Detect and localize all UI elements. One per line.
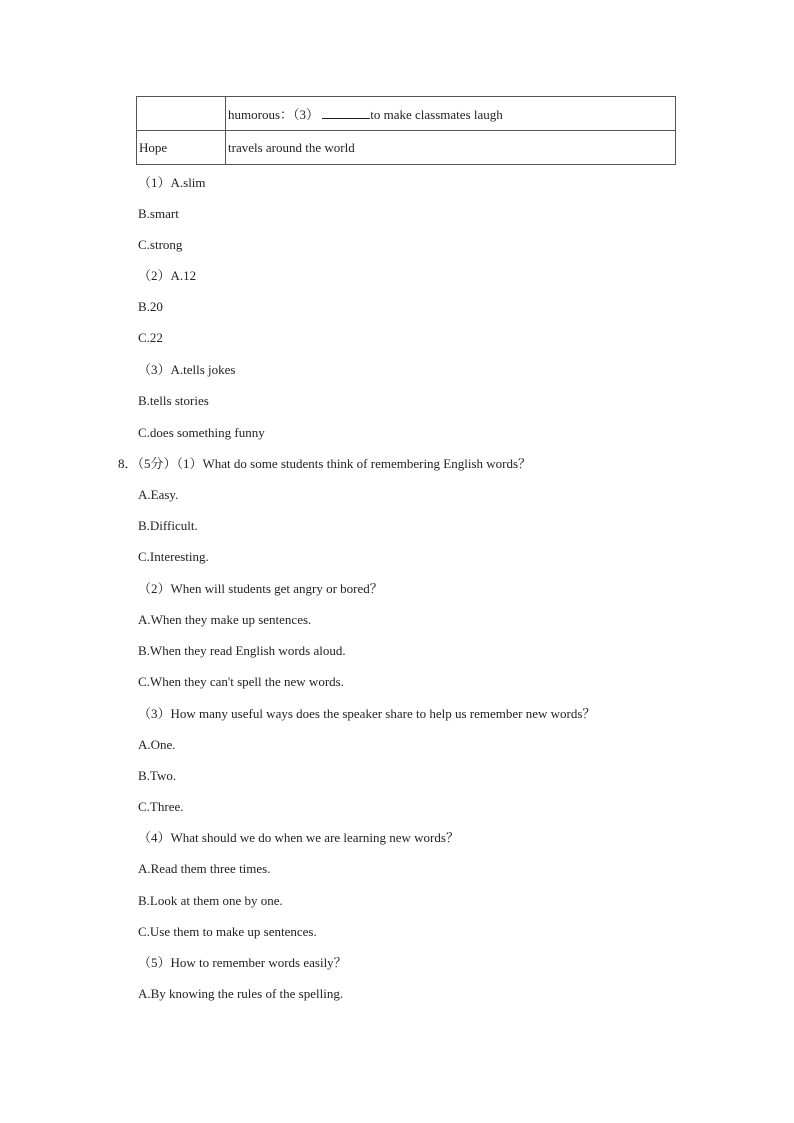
- q8-2-option-c: C.When they can't spell the new words.: [138, 674, 344, 689]
- profile-table: [136, 96, 676, 165]
- question-1-option-b: B.smart: [138, 206, 179, 221]
- table-cell-content: travels around the world: [226, 131, 676, 165]
- question-3-option-c: C.does something funny: [138, 425, 265, 440]
- q8-3-option-c: C.Three.: [138, 799, 184, 814]
- q8-3-option-a: A.One.: [138, 737, 176, 752]
- q8-5-stem: （5）How to remember words easily？: [138, 955, 347, 970]
- question-2-option-c: C.22: [138, 330, 163, 345]
- q8-4-stem: （4）What should we do when we are learning new words？: [138, 830, 459, 845]
- q8-1-option-b: B.Difficult.: [138, 518, 198, 533]
- q8-2-stem: （2）When will students get angry or bored？: [138, 581, 383, 596]
- q8-3-option-b: B.Two.: [138, 768, 177, 783]
- q8-4-option-c: C.Use them to make up sentences.: [138, 924, 317, 939]
- question-1-option-c: C.strong: [138, 237, 183, 252]
- cell-text-after-blank: to make classmates laugh: [370, 107, 503, 122]
- table-row: [137, 97, 676, 131]
- question-3-option-a: （3）A.tells jokes: [138, 362, 236, 377]
- table-cell-label: Hope: [137, 131, 226, 165]
- question-2-option-a: （2）A.12: [138, 268, 197, 283]
- q8-1-option-a: A.Easy.: [138, 487, 179, 502]
- answer-blank: [322, 108, 370, 119]
- question-2-option-b: B.20: [138, 299, 163, 314]
- q8-3-stem: （3）How many useful ways does the speaker share to help us remember new words？: [138, 706, 596, 721]
- q8-2-option-a: A.When they make up sentences.: [138, 612, 312, 627]
- q8-2-option-b: B.When they read English words aloud.: [138, 643, 346, 658]
- q8-4-option-b: B.Look at them one by one.: [138, 893, 283, 908]
- question-3-option-b: B.tells stories: [138, 393, 209, 408]
- table-cell-label: [137, 97, 226, 131]
- question-1-option-a: （1）A.slim: [138, 175, 206, 190]
- q8-1-option-c: C.Interesting.: [138, 549, 209, 564]
- q8-5-option-a: A.By knowing the rules of the spelling.: [138, 986, 344, 1001]
- cell-text-before-blank: humorous：（3）: [228, 107, 320, 122]
- question-8-stem: 8．（5分）（1）What do some students think of remembering English words？: [118, 456, 532, 471]
- table-row: [137, 131, 676, 165]
- table-cell-content: [226, 97, 676, 131]
- q8-4-option-a: A.Read them three times.: [138, 861, 271, 876]
